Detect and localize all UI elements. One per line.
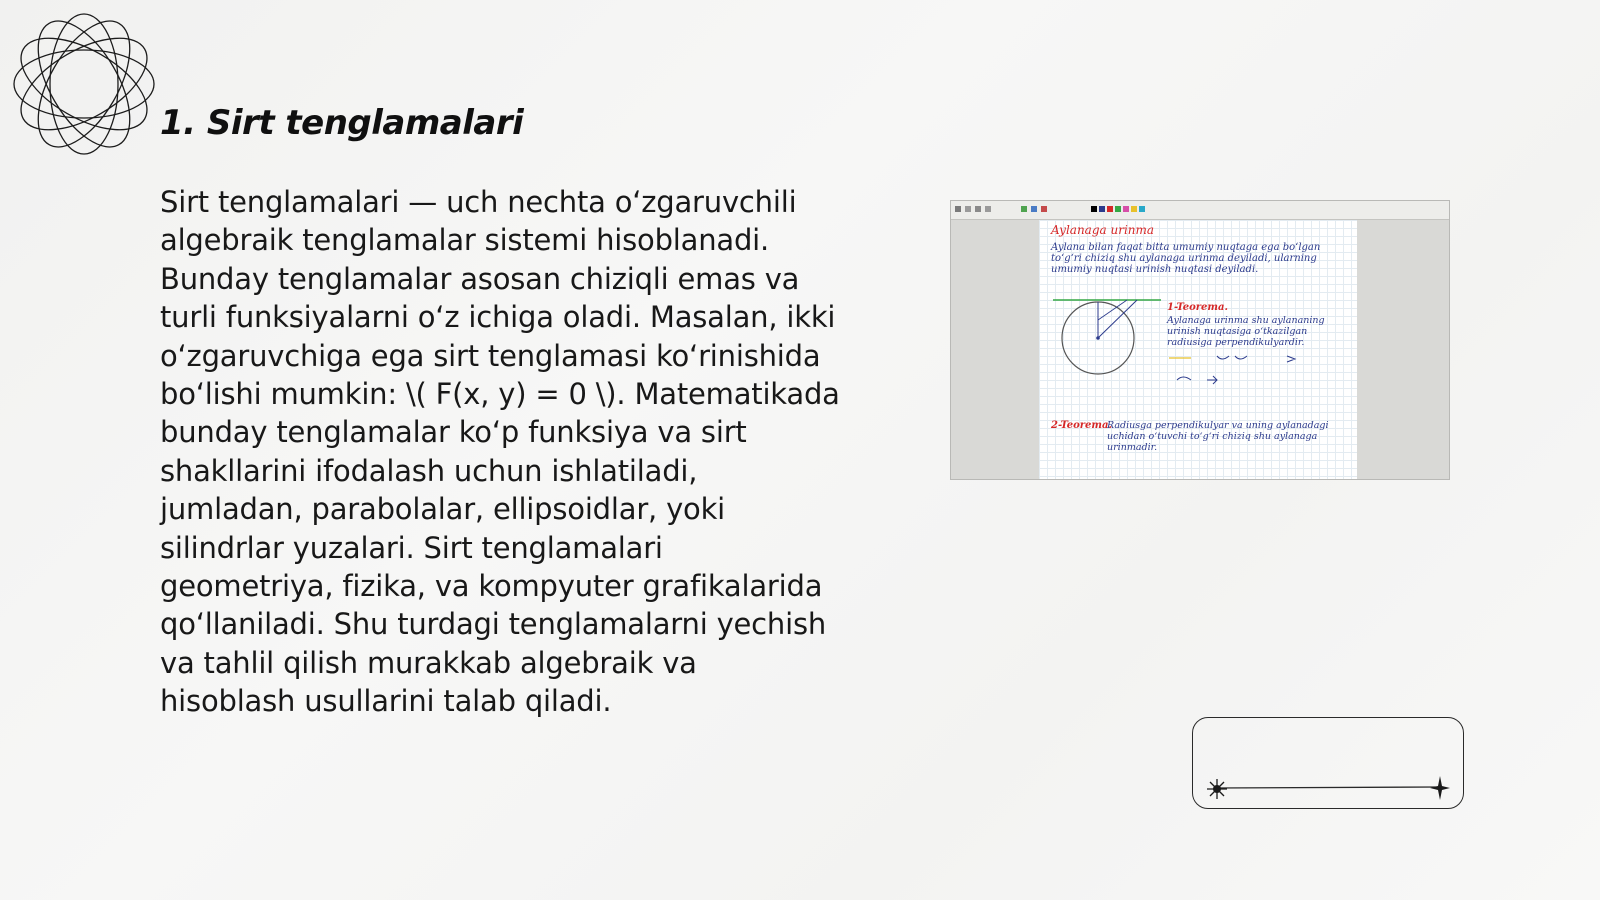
notebook-heading: Aylanaga urinma [1051,223,1155,237]
toolbar-redo-icon [985,206,991,212]
notebook-intro-text: Aylana bilan faqat bitta umumiy nuqtaga ega bo‘lgan to‘g‘ri chiziq shu aylanaga urinma deyiladi, ularning umumiy nuqtasi urinish nuqtasi deyiladi. [1051,242,1321,275]
color-swatch-blue [1099,206,1105,212]
toolbar-eraser-icon [1041,206,1047,212]
notebook-page [1039,220,1357,480]
color-swatch-black [1091,206,1097,212]
toolbar-file-icon [955,206,961,212]
toolbar-pen-icon [1021,206,1027,212]
color-swatch-green [1115,206,1121,212]
rings-logo [10,10,158,158]
theorem2-label: 2-Teorema. [1051,420,1112,431]
color-swatch-cyan [1139,206,1145,212]
color-swatch-yellow [1131,206,1137,212]
sketch-line [1192,717,1464,809]
toolbar-save-icon [965,206,971,212]
color-swatch-red [1107,206,1113,212]
app-toolbar [951,201,1449,220]
notebook-screenshot [950,200,1450,480]
toolbar-undo-icon [975,206,981,212]
color-swatch-pink [1123,206,1129,212]
circle-tangent-diagram [1053,290,1163,390]
sparkle-icon [1429,775,1451,801]
theorem1-label: 1-Teorema. [1167,302,1228,313]
decorative-sketch-box [1192,717,1464,809]
theorem1-text: Aylanaga urinma shu aylananing urinish nuqtasiga o‘tkazilgan radiusiga perpendikulyardir. [1167,315,1325,348]
sun-icon [1205,777,1229,801]
toolbar-highlighter-icon [1031,206,1037,212]
slide-body-paragraph: Sirt tenglamalari — uch nechta o‘zgaruvchili algebraik tenglamalar sistemi hisoblanadi. Bunday tenglamalar asosan chiziqli emas va turli funksiyalarni o‘z ichiga oladi. Masalan, ikki o‘zgaruvchiga ega sirt tenglamasi ko‘rinishida bo‘lishi mumkin: \( F(x, y) = 0 \). Matematikada bunday tenglamalar ko‘p funksiya va sirt shakllarini ifodalash uchun ishlatiladi, jumladan, parabolalar, ellipsoidlar, yoki silindrlar yuzalari. Sirt tenglamalari geometriya, fizika, va kompyuter grafikalarida qo‘llaniladi. Shu turdagi tenglamalarni yechish va tahlil qilish murakkab algebraik va hisoblash usullarini talab qiladi. [160,185,840,719]
theorem2-text: Radiusga perpendikulyar va uning aylanadagi uchidan o‘tuvchi to‘g‘ri chiziq shu aylanaga urinmadir. [1107,420,1329,453]
slide-title: 1. Sirt tenglamalari [160,103,524,143]
theorem1-notes [1167,352,1337,392]
